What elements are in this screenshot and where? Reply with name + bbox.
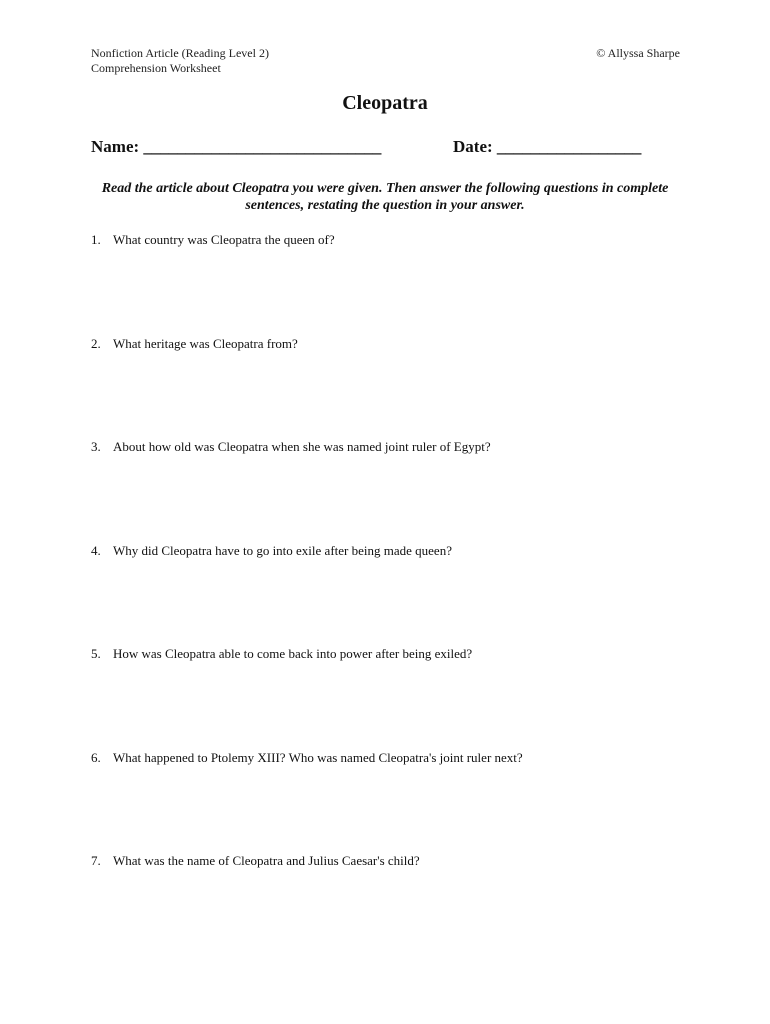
page-title: Cleopatra: [342, 92, 428, 114]
header-worksheet-type: Comprehension Worksheet: [91, 61, 221, 75]
question-number: 6.: [91, 750, 101, 765]
header-article-level: Nonfiction Article (Reading Level 2): [91, 46, 269, 60]
header-left: [91, 46, 269, 76]
question-text: What happened to Ptolemy XIII? Who was named Cleopatra's joint ruler next?: [113, 750, 523, 765]
question-number: 2.: [91, 336, 101, 351]
question-number: 5.: [91, 646, 101, 661]
question-number: 7.: [91, 853, 101, 868]
question-item: [91, 646, 691, 662]
question-item: [91, 232, 691, 248]
question-text: About how old was Cleopatra when she was named joint ruler of Egypt?: [113, 439, 491, 454]
question-item: [91, 853, 691, 869]
question-item: [91, 750, 691, 766]
question-number: 4.: [91, 543, 101, 558]
question-item: [91, 336, 691, 352]
instructions: Read the article about Cleopatra you were given. Then answer the following questions in complete sentences, restating the question in your answer.: [101, 181, 669, 213]
question-text: What country was Cleopatra the queen of?: [113, 232, 335, 247]
question-number: 1.: [91, 232, 101, 247]
question-text: How was Cleopatra able to come back into power after being exiled?: [113, 646, 473, 661]
name-field: Name: ____________________________: [91, 137, 382, 156]
question-text: What was the name of Cleopatra and Julius Caesar's child?: [113, 853, 420, 868]
copyright-notice: © Allyssa Sharpe: [596, 46, 680, 60]
question-text: Why did Cleopatra have to go into exile after being made queen?: [113, 543, 452, 558]
question-item: [91, 439, 691, 455]
question-item: [91, 543, 691, 559]
question-number: 3.: [91, 439, 101, 454]
question-text: What heritage was Cleopatra from?: [113, 336, 298, 351]
date-field: Date: _________________: [453, 137, 642, 156]
